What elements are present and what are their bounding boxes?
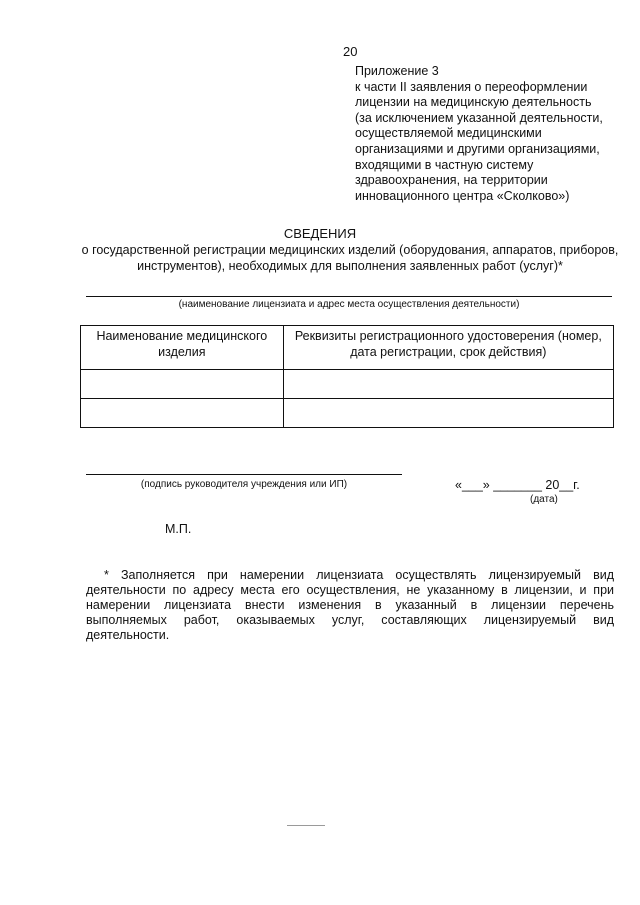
footnote: * Заполняется при намерении лицензиата осуществлять лицензируемый вид деятельности по адресу места его осуществления, не указанному в лицензии, и при намерении лицензиата внести изменения в указанный в лицензии перечень выполняемых работ, оказываемых услуг, составляющих лицензируемый вид деятельности. [86, 568, 614, 642]
table-cell[interactable] [283, 399, 613, 428]
document-subtitle: о государственной регистрации медицинских изделий (оборудования, аппаратов, приборов, инструментов), необходимых для выполнения заявленных работ (услуг)* [81, 243, 619, 273]
appendix-line: Приложение 3 [355, 64, 439, 78]
table-cell[interactable] [81, 399, 284, 428]
medical-devices-table [80, 325, 614, 428]
stamp-place: М.П. [165, 522, 192, 536]
table-header-row [81, 326, 614, 370]
appendix-line: к части II заявления о переоформлении [355, 79, 588, 94]
appendix-note [355, 64, 617, 204]
table-cell[interactable] [81, 370, 284, 399]
appendix-line: лицензии на медицинскую деятельность [355, 95, 592, 110]
scan-artifact [287, 825, 325, 826]
table-cell[interactable] [283, 370, 613, 399]
licensee-caption: (наименование лицензиата и адрес места осуществления деятельности) [178, 299, 520, 310]
signature-caption: (подпись руководителя учреждения или ИП) [140, 479, 348, 490]
header-registration-details: Реквизиты регистрационного удостоверения (номер, дата регистрации, срок действия) [283, 326, 613, 370]
appendix-line: входящими в частную систему [355, 157, 534, 172]
header-device-name: Наименование медицинского изделия [81, 326, 284, 370]
licensee-line [86, 296, 612, 297]
page-number: 20 [343, 44, 358, 59]
appendix-line: осуществляемой медицинскими [355, 126, 542, 141]
date-field: «___» _______ 20__г. [455, 478, 580, 492]
signature-line [86, 474, 402, 475]
table-row [81, 370, 614, 399]
appendix-line: (за исключением указанной деятельности, [355, 110, 603, 125]
appendix-line: организациями и другими организациями, [355, 141, 600, 156]
date-caption: (дата) [530, 494, 558, 505]
document-title: СВЕДЕНИЯ [283, 226, 357, 241]
appendix-line: здравоохранения, на территории [355, 173, 548, 188]
table-row [81, 399, 614, 428]
appendix-line: инновационного центра «Сколково») [355, 188, 570, 203]
